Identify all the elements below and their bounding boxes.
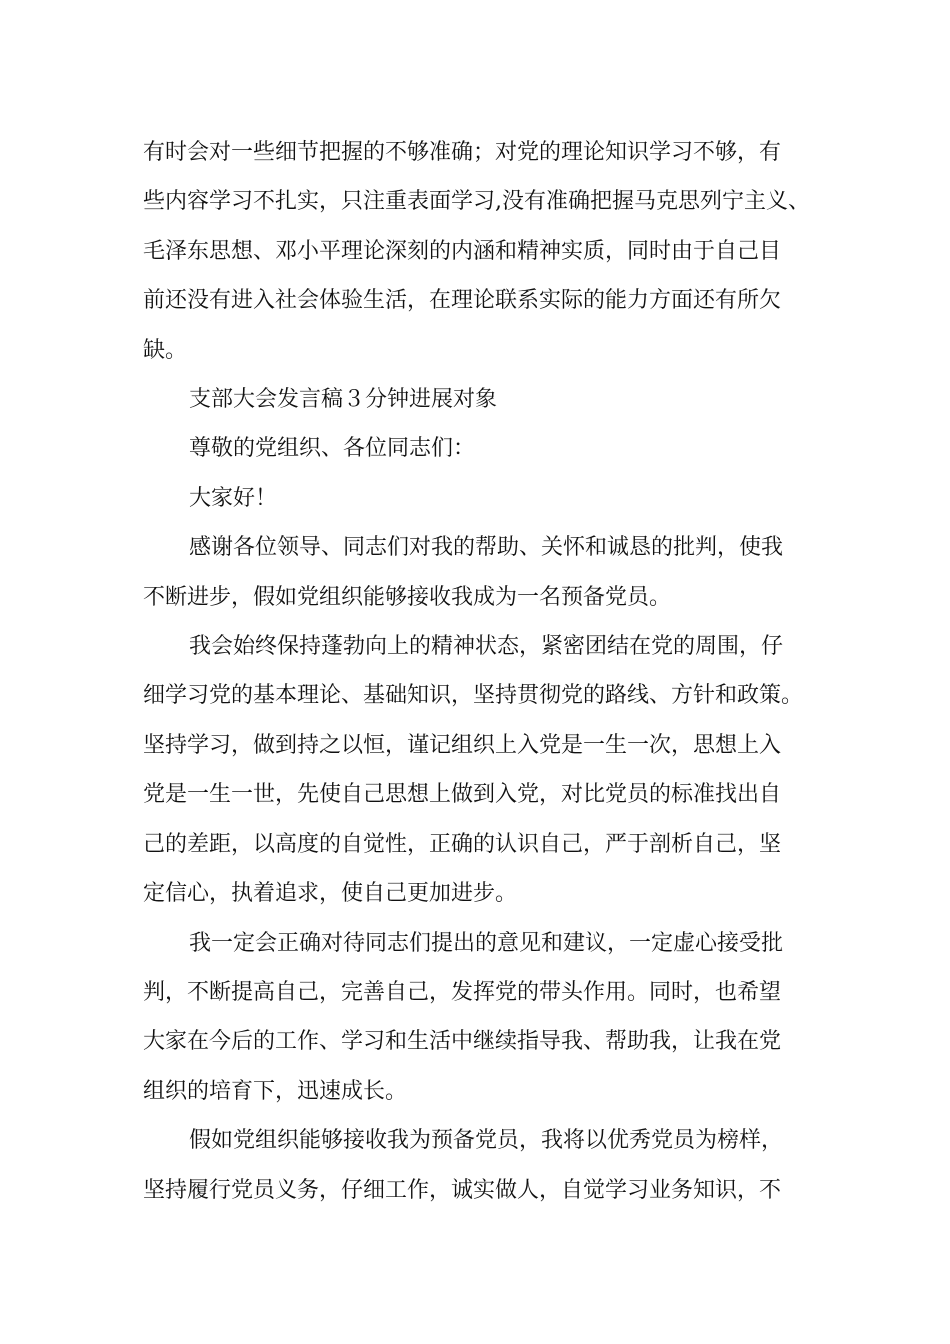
text-line: 组织的培育下，迅速成长。 (143, 1078, 408, 1104)
paragraph-commitment (143, 622, 823, 918)
text-line: 些内容学习不扎实，只注重表面学习,没有准确把握马克思列宁主义、 (143, 189, 810, 215)
paragraph-thanks (143, 523, 823, 622)
text-line: 坚持履行党员义务，仔细工作，诚实做人，自觉学习业务知识，不 (143, 1177, 782, 1203)
text-line: 支部大会发言稿３分钟进展对象 (189, 387, 498, 413)
text-line: 定信心，执着追求，使自己更加进步。 (143, 881, 518, 907)
paragraph-feedback (143, 919, 823, 1117)
text-line: 我一定会正确对待同志们提出的意见和建议，一定虚心接受批 (189, 930, 784, 956)
text-line: 尊敬的党组织、各位同志们： (189, 436, 476, 462)
text-line: 己的差距，以高度的自觉性，正确的认识自己，严于剖析自己，坚 (143, 831, 782, 857)
text-line: 毛泽东思想、邓小平理论深刻的内涵和精神实质，同时由于自己目 (143, 238, 782, 264)
text-line: 不断进步，假如党组织能够接收我成为一名预备党员。 (143, 584, 672, 610)
text-line: 缺。 (143, 337, 188, 363)
text-line: 大家好！ (189, 485, 278, 511)
paragraph-self-criticism (143, 128, 823, 375)
salutation (143, 424, 823, 473)
text-line: 前还没有进入社会体验生活，在理论联系实际的能力方面还有所欠 (143, 288, 782, 314)
greeting (143, 474, 823, 523)
text-line: 细学习党的基本理论、基础知识，坚持贯彻党的路线、方针和政策。 (143, 683, 804, 709)
paragraph-pledge (143, 1116, 823, 1215)
section-heading (143, 375, 823, 424)
text-line: 党是一生一世，先使自己思想上做到入党，对比党员的标准找出自 (143, 782, 782, 808)
document-body (143, 128, 823, 1215)
text-line: 我会始终保持蓬勃向上的精神状态，紧密团结在党的周围，仔 (189, 634, 784, 660)
text-line: 感谢各位领导、同志们对我的帮助、关怀和诚恳的批判，使我 (189, 535, 784, 561)
text-line: 判，不断提高自己，完善自己，发挥党的带头作用。同时，也希望 (143, 979, 782, 1005)
text-line: 大家在今后的工作、学习和生活中继续指导我、帮助我，让我在党 (143, 1029, 782, 1055)
text-line: 坚持学习，做到持之以恒，谨记组织上入党是一生一次，思想上入 (143, 732, 782, 758)
text-line: 假如党组织能够接收我为预备党员，我将以优秀党员为榜样， (189, 1128, 784, 1154)
text-line: 有时会对一些细节把握的不够准确；对党的理论知识学习不够，有 (143, 140, 782, 165)
